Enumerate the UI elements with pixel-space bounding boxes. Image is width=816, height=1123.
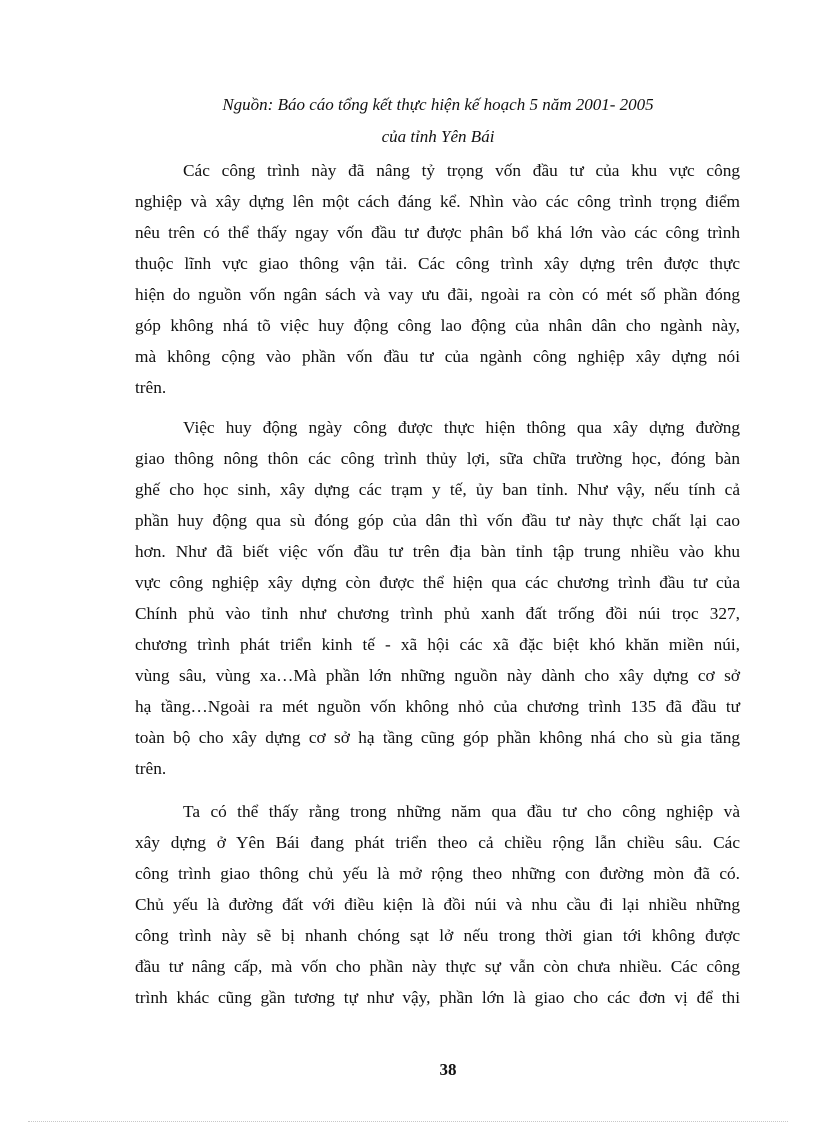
paragraph-2 bbox=[135, 412, 740, 784]
bottom-dotted-divider bbox=[28, 1121, 788, 1122]
paragraph-line: giao thông nông thôn các công trình thủy lợi, sữa chữa trường học, đóng bàn bbox=[135, 449, 740, 468]
paragraph-1 bbox=[135, 155, 740, 403]
paragraph-line: công trình giao thông chủ yếu là mở rộng theo những con đường mòn đã có. bbox=[135, 864, 740, 883]
paragraph-line: Chính phủ vào tỉnh như chương trình phủ xanh đất trống đồi núi trọc 327, bbox=[135, 604, 740, 623]
paragraph-line: hiện do nguồn vốn ngân sách và vay ưu đãi, ngoài ra còn có mét số phần đóng bbox=[135, 285, 740, 304]
paragraph-line: nghiệp và xây dựng lên một cách đáng kể. Nhìn vào các công trình trọng điểm bbox=[135, 192, 740, 211]
paragraph-line: hạ tầng…Ngoài ra mét nguồn vốn không nhỏ của chương trình 135 đã đầu tư bbox=[135, 697, 740, 716]
paragraph-line: chương trình phát triển kinh tế - xã hội các xã đặc biệt khó khăn miền núi, bbox=[135, 635, 740, 654]
source-citation-line-2: của tỉnh Yên Bái bbox=[381, 127, 495, 146]
paragraph-line: Việc huy động ngày công được thực hiện thông qua xây dựng đường bbox=[183, 418, 740, 437]
paragraph-line: vùng sâu, vùng xa…Mà phần lớn những nguồn này dành cho xây dựng cơ sở bbox=[135, 666, 740, 685]
paragraph-line: trên. bbox=[135, 378, 167, 397]
paragraph-line: trình khác cũng gần tương tự như vậy, phần lớn là giao cho các đơn vị để thi bbox=[135, 988, 740, 1007]
paragraph-line: đầu tư nâng cấp, mà vốn cho phần này thực sự vẫn còn chưa nhiều. Các công bbox=[135, 957, 740, 976]
paragraph-line: thuộc lĩnh vực giao thông vận tải. Các công trình xây dựng trên được thực bbox=[135, 254, 740, 273]
paragraph-line: công trình này sẽ bị nhanh chóng sạt lở nếu trong thời gian tới không được bbox=[135, 926, 740, 945]
paragraph-line: hơn. Như đã biết việc vốn đầu tư trên địa bàn tỉnh tập trung nhiều vào khu bbox=[135, 542, 740, 561]
paragraph-line: vực công nghiệp xây dựng còn được thể hiện qua các chương trình đầu tư của bbox=[135, 573, 740, 592]
paragraph-line: mà không cộng vào phần vốn đầu tư của ngành công nghiệp xây dựng nói bbox=[135, 347, 740, 366]
paragraph-line: xây dựng ở Yên Bái đang phát triển theo cả chiều rộng lẫn chiều sâu. Các bbox=[135, 833, 740, 852]
paragraph-3 bbox=[135, 796, 740, 1013]
paragraph-line: phần huy động qua sù đóng góp của dân thì vốn đầu tư này thực chất lại cao bbox=[135, 511, 740, 530]
paragraph-line: Chủ yếu là đường đất với điều kiện là đồi núi và nhu cầu đi lại nhiều những bbox=[135, 895, 740, 914]
paragraph-line: Các công trình này đã nâng tỷ trọng vốn đầu tư của khu vực công bbox=[183, 161, 740, 180]
source-citation-line-1: Nguồn: Báo cáo tổng kết thực hiện kế hoạch 5 năm 2001- 2005 bbox=[222, 95, 654, 114]
paragraph-line: toàn bộ cho xây dựng cơ sở hạ tầng cũng góp phần không nhá cho sù gia tăng bbox=[135, 728, 740, 747]
paragraph-line: nêu trên có thể thấy ngay vốn đầu tư được phân bổ khá lớn vào các công trình bbox=[135, 223, 740, 242]
paragraph-line: trên. bbox=[135, 759, 167, 778]
paragraph-line: góp không nhá tõ việc huy động công lao động của nhân dân cho ngành này, bbox=[135, 316, 740, 335]
paragraph-line: Ta có thể thấy rằng trong những năm qua đầu tư cho công nghiệp và bbox=[183, 802, 740, 821]
paragraph-line: ghế cho học sinh, xây dựng các trạm y tế, ủy ban tỉnh. Như vậy, nếu tính cả bbox=[135, 480, 740, 499]
page-number: 38 bbox=[439, 1060, 457, 1079]
